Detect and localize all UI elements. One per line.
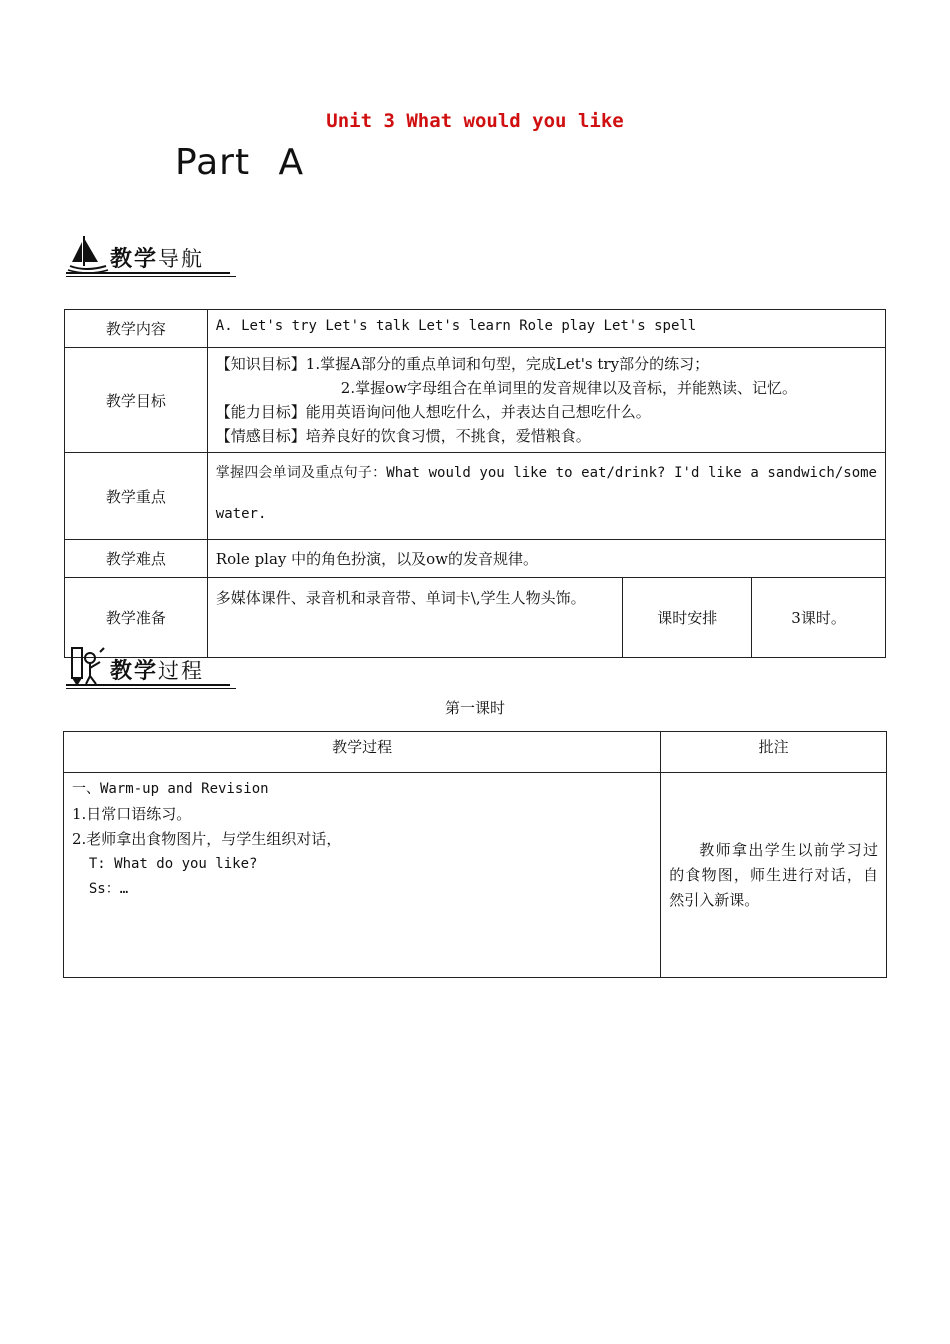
heading-bold: 教学: [110, 247, 159, 272]
goals-value: [207, 348, 885, 453]
content-label: 教学内容: [65, 310, 208, 348]
process-line: Ss：…: [72, 881, 129, 897]
content-value: A. Let's try Let's talk Let's learn Role play Let's spell: [207, 310, 885, 348]
row-difficult: [65, 540, 886, 578]
part-title: Part A: [175, 142, 305, 183]
prep-label: 教学准备: [65, 578, 208, 658]
process-line: 1.日常口语练习。: [72, 805, 192, 823]
section-heading-guide: [66, 232, 236, 278]
sailboat-icon: [66, 232, 110, 276]
heading-rule-thin: [66, 688, 236, 689]
unit-title: Unit 3 What would you like: [326, 110, 624, 132]
heading-light: 过程: [158, 659, 205, 683]
col-notes-header: 批注: [661, 732, 887, 773]
row-key: [65, 453, 886, 540]
heading-rule: [66, 684, 230, 686]
goal-line: 2.掌握ow字母组合在单词里的发音规律以及音标，并能熟读、记忆。: [340, 379, 797, 397]
heading-light: 导航: [158, 247, 205, 271]
process-line: 2.老师拿出食物图片，与学生组织对话，: [72, 830, 342, 848]
section-heading-text: [110, 654, 204, 685]
pencil-figure-icon: [66, 644, 110, 688]
note-text: 教师拿出学生以前学习过的食物图，师生进行对话，自然引入新课。: [669, 840, 878, 909]
process-line: 一、Warm-up and Revision: [72, 781, 269, 797]
difficult-value: Role play 中的角色扮演，以及ow的发音规律。: [207, 540, 885, 578]
row-goals: [65, 348, 886, 453]
difficult-label: 教学难点: [65, 540, 208, 578]
heading-bold: 教学: [110, 659, 159, 684]
key-label: 教学重点: [65, 453, 208, 540]
goal-line: 【情感目标】培养良好的饮食习惯，不挑食，爱惜粮食。: [215, 427, 591, 445]
goals-label: 教学目标: [65, 348, 208, 453]
overview-table: [64, 309, 886, 658]
section-heading-text: [110, 242, 204, 273]
goal-line: 【能力目标】能用英语询问他人想吃什么，并表达自己想吃什么。: [215, 403, 651, 421]
key-value: 掌握四会单词及重点句子：What would you like to eat/drink? I'd like a sandwich/some water.: [207, 453, 885, 540]
lesson-header-row: [64, 732, 887, 773]
schedule-value: 3课时。: [752, 578, 886, 658]
heading-rule-thin: [66, 276, 236, 277]
lesson-table: [63, 731, 887, 978]
goal-line: 【知识目标】1.掌握A部分的重点单词和句型，完成Let's try部分的练习；: [215, 355, 710, 373]
lesson-body-row: [64, 773, 887, 978]
col-process-header: 教学过程: [64, 732, 661, 773]
heading-rule: [66, 272, 230, 274]
row-content: [65, 310, 886, 348]
process-cell: [64, 773, 661, 978]
prep-value: 多媒体课件、录音机和录音带、单词卡\,学生人物头饰。: [207, 578, 622, 658]
note-cell: [661, 773, 887, 978]
session-title: 第一课时: [444, 699, 505, 717]
schedule-label: 课时安排: [623, 578, 752, 658]
process-line: T: What do you like?: [72, 856, 258, 872]
section-heading-process: [66, 644, 236, 690]
